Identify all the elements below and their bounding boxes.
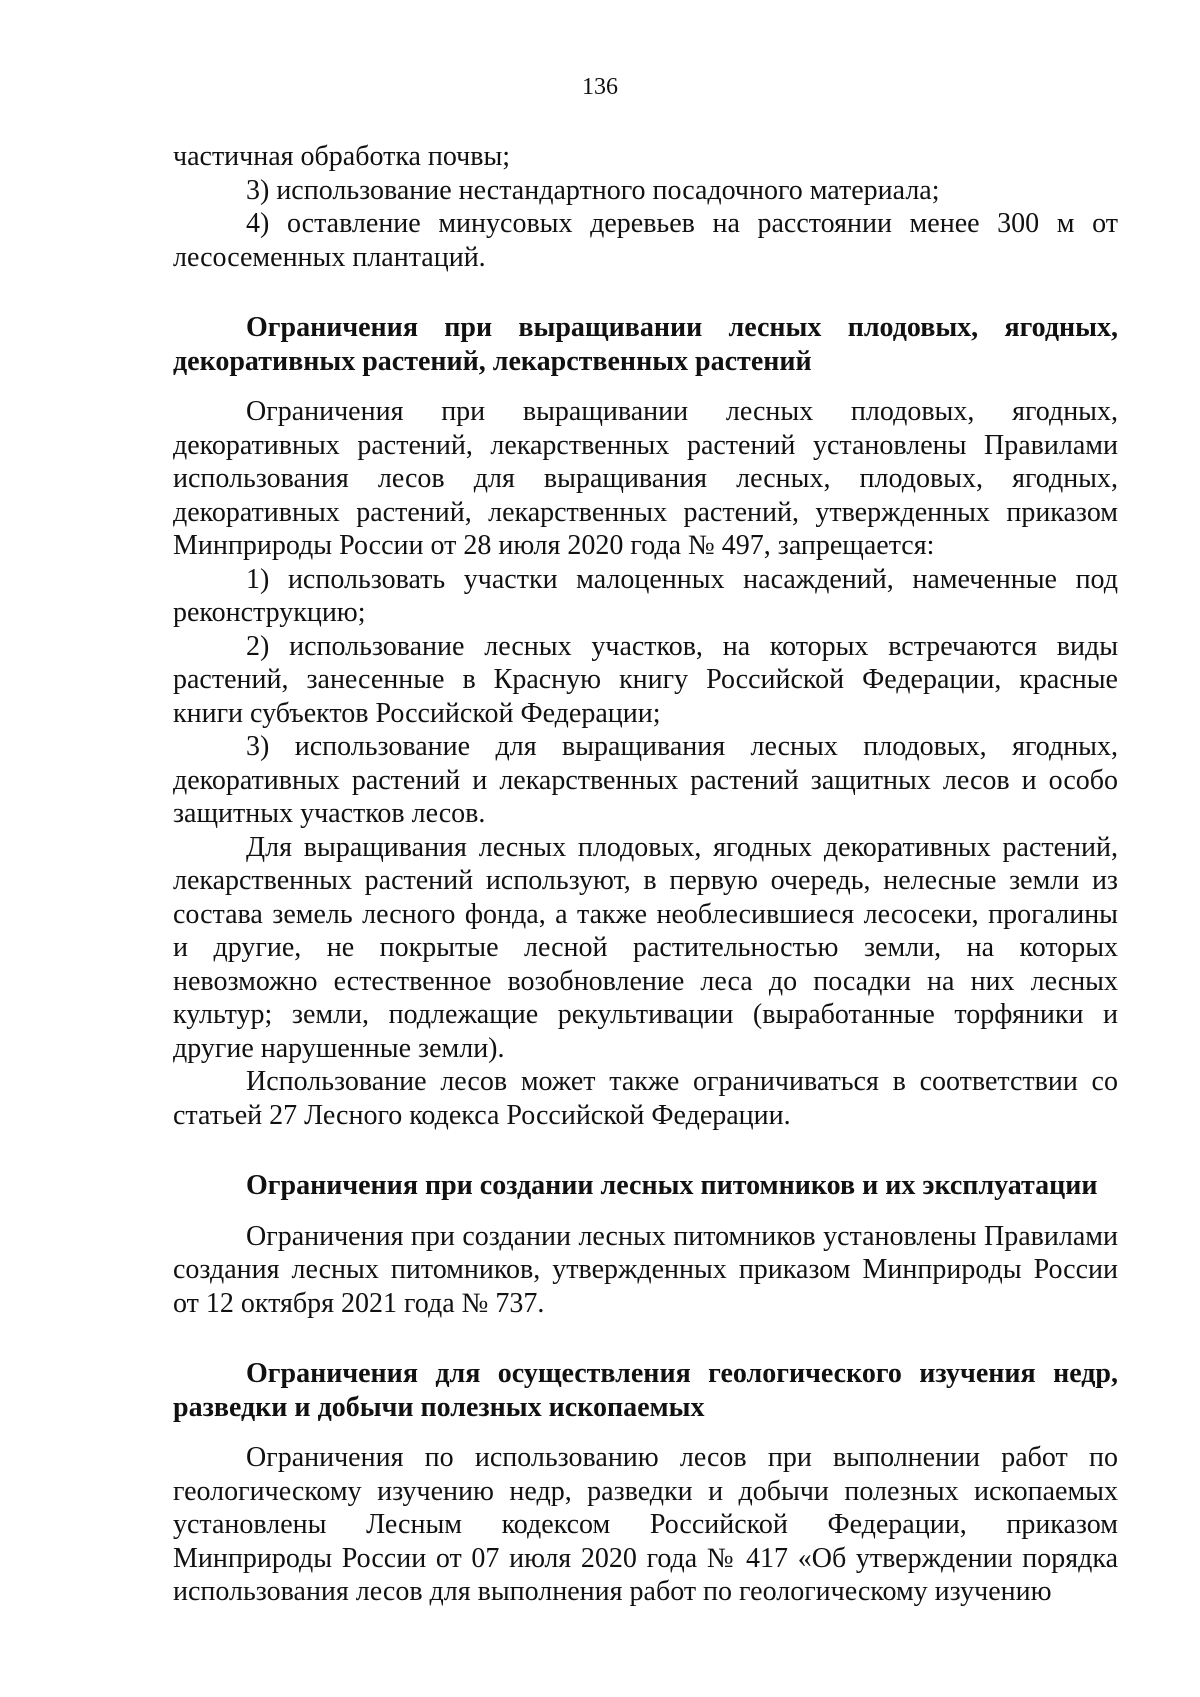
list-item-protective-forests: 3) использование для выращивания лесных плодовых, ягодных, декоративных растений и лекарственных растений защитных лесов и особо защитных участков лесов.	[173, 731, 1118, 829]
paragraph-soil-treatment: частичная обработка почвы;	[173, 141, 511, 172]
paragraph-non-forest-lands: Для выращивания лесных плодовых, ягодных декоративных растений, лекарственных растений используют, в первую очередь, нелесные земли из состава земель лесного фонда, а также необлесившиеся лесосеки, прогалины и другие, не покрытые лесной растительностью земли, на которых невозможно естественное возобновление леса до посадки на них лесных культур; земли, подлежащие рекультивации (выработанные торфяники и другие нарушенные земли).	[173, 831, 1118, 1064]
paragraph-article-27: Использование лесов может также ограничиваться в соответствии со статьей 27 Лесного кодекса Российской Федерации.	[173, 1066, 1118, 1131]
list-item-nonstandard-material: 3) использование нестандартного посадочного материала;	[246, 174, 940, 206]
list-item-low-value-stands: 1) использовать участки малоценных насаждений, намеченные под реконструкцию;	[173, 563, 1118, 628]
paragraph-nursery-rules: Ограничения при создании лесных питомников установлены Правилами создания лесных питомников, утвержденных приказом Минприроды России от 12 октября 2021 года № 737.	[173, 1220, 1118, 1319]
section-heading-fruit-berry-plants: Ограничения при выращивании лесных плодовых, ягодных, декоративных растений, лекарственных растений	[173, 312, 1118, 377]
list-item-red-book-plots: 2) использование лесных участков, на которых встречаются виды растений, занесенные в Красную книгу Российской Федерации, красные книги субъектов Российской Федерации;	[173, 630, 1118, 729]
list-item-minus-trees: 4) оставление минусовых деревьев на расстоянии менее 300 м от лесосеменных плантаций.	[173, 208, 1118, 273]
page-number: 136	[582, 74, 618, 100]
page-body	[173, 140, 1118, 1609]
section-heading-nurseries: Ограничения при создании лесных питомников и их эксплуатации	[246, 1170, 1098, 1201]
section-heading-geological-study: Ограничения для осуществления геологического изучения недр, разведки и добычи полезных ископаемых	[173, 1358, 1118, 1423]
paragraph-fruit-berry-rules: Ограничения при выращивании лесных плодовых, ягодных, декоративных растений, лекарственных растений установлены Правилами использования лесов для выращивания лесных, плодовых, ягодных, декоративных растений, лекарственных растений, утвержденных приказом Минприроды России от 28 июля 2020 года № 497, запрещается:	[173, 396, 1118, 561]
paragraph-geological-rules: Ограничения по использованию лесов при выполнении работ по геологическому изучению недр, разведки и добычи полезных ископаемых установлены Лесным кодексом Российской Федерации, приказом Минприроды России от 07 июля 2020 года № 417 «Об утверждении порядка использования лесов для выполнения работ по геологическому изучению	[173, 1442, 1118, 1607]
